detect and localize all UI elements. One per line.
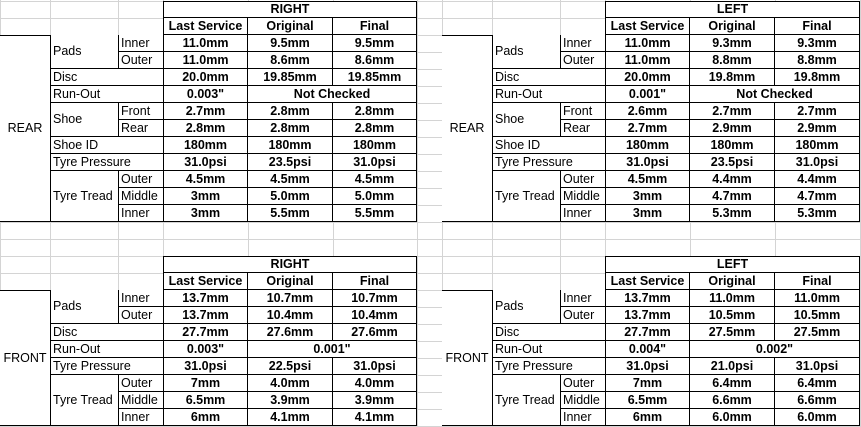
value-cell[interactable]: 2.8mm	[333, 120, 417, 137]
value-cell[interactable]: 180mm	[333, 137, 417, 154]
value-cell[interactable]: 4.1mm	[248, 409, 333, 426]
value-cell[interactable]: 3.9mm	[248, 392, 333, 409]
col-header-last-service[interactable]: Last Service	[605, 18, 690, 35]
row-label-tyre-pressure[interactable]: Tyre Pressure	[50, 154, 163, 171]
side-header[interactable]: LEFT	[605, 256, 860, 273]
value-cell[interactable]: 5.5mm	[333, 205, 417, 222]
col-header-original[interactable]: Original	[690, 273, 775, 290]
sub-label-front[interactable]: Front	[560, 103, 605, 120]
sub-label-middle[interactable]: Middle	[560, 392, 605, 409]
sub-label-middle[interactable]: Middle	[560, 188, 605, 205]
side-header[interactable]: RIGHT	[163, 256, 417, 273]
sub-label-middle[interactable]: Middle	[118, 392, 163, 409]
row-label-pads[interactable]: Pads	[492, 290, 560, 324]
row-label-shoe-id[interactable]: Shoe ID	[50, 137, 163, 154]
value-cell[interactable]: 4.4mm	[775, 171, 860, 188]
sub-label-inner[interactable]: Inner	[560, 290, 605, 307]
value-cell[interactable]: 180mm	[775, 137, 860, 154]
value-cell[interactable]: 19.85mm	[333, 69, 417, 86]
value-cell[interactable]: 11.0mm	[605, 35, 690, 52]
value-cell[interactable]: 27.7mm	[163, 324, 248, 341]
value-cell[interactable]: 19.8mm	[775, 69, 860, 86]
sub-label-outer[interactable]: Outer	[560, 375, 605, 392]
value-cell[interactable]: 9.3mm	[775, 35, 860, 52]
value-cell[interactable]: 31.0psi	[605, 358, 690, 375]
value-cell[interactable]: 11.0mm	[605, 52, 690, 69]
row-label-pads[interactable]: Pads	[50, 290, 118, 324]
value-cell[interactable]: 10.7mm	[333, 290, 417, 307]
value-cell[interactable]: 3mm	[605, 188, 690, 205]
col-header-original[interactable]: Original	[690, 18, 775, 35]
value-cell[interactable]: 10.4mm	[248, 307, 333, 324]
sub-label-inner[interactable]: Inner	[118, 205, 163, 222]
row-label-tyre-pressure[interactable]: Tyre Pressure	[50, 358, 163, 375]
side-header[interactable]: LEFT	[605, 1, 860, 18]
row-label-run-out[interactable]: Run-Out	[50, 341, 163, 358]
value-cell[interactable]: 2.7mm	[690, 103, 775, 120]
value-cell[interactable]: 5.0mm	[248, 188, 333, 205]
value-cell[interactable]: 180mm	[690, 137, 775, 154]
value-cell[interactable]: 5.0mm	[333, 188, 417, 205]
row-label-shoe-id[interactable]: Shoe ID	[492, 137, 605, 154]
value-cell[interactable]: 27.7mm	[605, 324, 690, 341]
sub-label-outer[interactable]: Outer	[560, 171, 605, 188]
value-cell[interactable]: 5.3mm	[690, 205, 775, 222]
value-cell[interactable]: 6.5mm	[163, 392, 248, 409]
section-label[interactable]: FRONT	[0, 290, 50, 426]
col-header-final[interactable]: Final	[333, 18, 417, 35]
value-cell[interactable]: 2.6mm	[605, 103, 690, 120]
value-cell[interactable]: 27.5mm	[775, 324, 860, 341]
value-cell[interactable]: 2.8mm	[163, 120, 248, 137]
sub-label-rear[interactable]: Rear	[118, 120, 163, 137]
value-cell[interactable]: 3mm	[605, 205, 690, 222]
col-header-last-service[interactable]: Last Service	[605, 273, 690, 290]
value-cell[interactable]: 10.7mm	[248, 290, 333, 307]
sub-label-outer[interactable]: Outer	[560, 52, 605, 69]
value-cell[interactable]: 22.5psi	[248, 358, 333, 375]
value-cell[interactable]: 31.0psi	[163, 358, 248, 375]
section-label[interactable]: REAR	[442, 35, 492, 222]
row-label-tyre-tread[interactable]: Tyre Tread	[492, 375, 560, 426]
value-cell[interactable]: 6.6mm	[690, 392, 775, 409]
row-label-run-out[interactable]: Run-Out	[50, 86, 163, 103]
sub-label-inner[interactable]: Inner	[118, 409, 163, 426]
grid-col-line	[417, 0, 418, 426]
value-cell[interactable]: 31.0psi	[605, 154, 690, 171]
row-label-tyre-pressure[interactable]: Tyre Pressure	[492, 154, 605, 171]
sub-label-rear[interactable]: Rear	[560, 120, 605, 137]
value-cell[interactable]: 180mm	[605, 137, 690, 154]
value-cell[interactable]: 9.3mm	[690, 35, 775, 52]
value-cell[interactable]: 6.0mm	[775, 409, 860, 426]
row-label-disc[interactable]: Disc	[50, 69, 163, 86]
value-cell[interactable]: 9.5mm	[248, 35, 333, 52]
col-header-final[interactable]: Final	[775, 18, 860, 35]
value-cell[interactable]: 13.7mm	[605, 307, 690, 324]
value-cell[interactable]: 6.4mm	[690, 375, 775, 392]
value-cell[interactable]: 8.8mm	[775, 52, 860, 69]
value-cell[interactable]: 2.9mm	[690, 120, 775, 137]
sub-label-outer[interactable]: Outer	[118, 171, 163, 188]
value-cell[interactable]: 4.7mm	[690, 188, 775, 205]
value-cell[interactable]: 11.0mm	[163, 35, 248, 52]
value-cell[interactable]: 9.5mm	[333, 35, 417, 52]
value-cell[interactable]: 27.5mm	[690, 324, 775, 341]
sub-label-outer[interactable]: Outer	[118, 307, 163, 324]
value-cell[interactable]: 2.8mm	[248, 120, 333, 137]
value-cell[interactable]: 31.0psi	[333, 358, 417, 375]
value-cell[interactable]: 4.0mm	[248, 375, 333, 392]
value-cell[interactable]: 10.5mm	[775, 307, 860, 324]
value-cell[interactable]: 10.4mm	[333, 307, 417, 324]
sub-label-outer[interactable]: Outer	[118, 375, 163, 392]
value-cell[interactable]: 2.9mm	[775, 120, 860, 137]
value-cell-merged[interactable]: Not Checked	[690, 86, 860, 103]
value-cell[interactable]: 13.7mm	[163, 307, 248, 324]
value-cell-merged[interactable]: 0.001"	[248, 341, 417, 358]
value-cell[interactable]: 5.5mm	[248, 205, 333, 222]
value-cell[interactable]: 13.7mm	[163, 290, 248, 307]
value-cell[interactable]: 11.0mm	[163, 52, 248, 69]
value-cell[interactable]: 31.0psi	[163, 154, 248, 171]
row-label-tyre-tread[interactable]: Tyre Tread	[50, 375, 118, 426]
sub-label-inner[interactable]: Inner	[118, 35, 163, 52]
value-cell[interactable]: 21.0psi	[690, 358, 775, 375]
sub-label-middle[interactable]: Middle	[118, 188, 163, 205]
value-cell[interactable]: 7mm	[163, 375, 248, 392]
value-cell[interactable]: 2.7mm	[163, 103, 248, 120]
value-cell[interactable]: 3mm	[163, 188, 248, 205]
value-cell[interactable]: 7mm	[605, 375, 690, 392]
grid-row-line	[0, 222, 861, 223]
value-cell[interactable]: 20.0mm	[605, 69, 690, 86]
value-cell[interactable]: 180mm	[163, 137, 248, 154]
value-cell[interactable]: 2.8mm	[333, 103, 417, 120]
value-cell[interactable]: 4.0mm	[333, 375, 417, 392]
value-cell[interactable]: 0.004"	[605, 341, 690, 358]
value-cell[interactable]: 23.5psi	[248, 154, 333, 171]
value-cell[interactable]: 5.3mm	[775, 205, 860, 222]
value-cell[interactable]: 31.0psi	[333, 154, 417, 171]
grid-row-line	[0, 239, 861, 240]
value-cell[interactable]: 8.8mm	[690, 52, 775, 69]
sub-label-inner[interactable]: Inner	[560, 409, 605, 426]
value-cell[interactable]: 4.7mm	[775, 188, 860, 205]
value-cell[interactable]: 2.7mm	[775, 103, 860, 120]
col-header-last-service[interactable]: Last Service	[163, 18, 248, 35]
col-header-original[interactable]: Original	[248, 273, 333, 290]
value-cell[interactable]: 31.0psi	[775, 154, 860, 171]
value-cell[interactable]: 0.003"	[163, 341, 248, 358]
value-cell[interactable]: 8.6mm	[248, 52, 333, 69]
col-header-original[interactable]: Original	[248, 18, 333, 35]
row-label-run-out[interactable]: Run-Out	[492, 86, 605, 103]
row-label-shoe[interactable]: Shoe	[50, 103, 118, 137]
sub-label-outer[interactable]: Outer	[560, 307, 605, 324]
sub-label-outer[interactable]: Outer	[118, 52, 163, 69]
value-cell[interactable]: 13.7mm	[605, 290, 690, 307]
value-cell[interactable]: 2.7mm	[605, 120, 690, 137]
row-label-pads[interactable]: Pads	[50, 35, 118, 69]
side-header[interactable]: RIGHT	[163, 1, 417, 18]
value-cell[interactable]: 3mm	[163, 205, 248, 222]
row-label-disc[interactable]: Disc	[50, 324, 163, 341]
row-label-tyre-tread[interactable]: Tyre Tread	[50, 171, 118, 222]
sub-label-inner[interactable]: Inner	[118, 290, 163, 307]
value-cell[interactable]: 23.5psi	[690, 154, 775, 171]
sub-label-inner[interactable]: Inner	[560, 35, 605, 52]
col-header-last-service[interactable]: Last Service	[163, 273, 248, 290]
value-cell[interactable]: 19.8mm	[690, 69, 775, 86]
value-cell[interactable]: 0.003"	[163, 86, 248, 103]
value-cell[interactable]: 11.0mm	[775, 290, 860, 307]
col-header-final[interactable]: Final	[775, 273, 860, 290]
value-cell[interactable]: 4.5mm	[248, 171, 333, 188]
value-cell[interactable]: 0.001"	[605, 86, 690, 103]
value-cell[interactable]: 4.5mm	[333, 171, 417, 188]
value-cell[interactable]: 6.0mm	[690, 409, 775, 426]
value-cell[interactable]: 27.6mm	[333, 324, 417, 341]
value-cell[interactable]: 10.5mm	[690, 307, 775, 324]
value-cell[interactable]: 8.6mm	[333, 52, 417, 69]
value-cell[interactable]: 6.4mm	[775, 375, 860, 392]
value-cell[interactable]: 4.5mm	[605, 171, 690, 188]
row-label-shoe[interactable]: Shoe	[492, 103, 560, 137]
row-label-run-out[interactable]: Run-Out	[492, 341, 605, 358]
value-cell[interactable]: 6mm	[163, 409, 248, 426]
value-cell-merged[interactable]: Not Checked	[248, 86, 417, 103]
row-label-tyre-pressure[interactable]: Tyre Pressure	[492, 358, 605, 375]
value-cell-merged[interactable]: 0.002"	[690, 341, 860, 358]
value-cell[interactable]: 31.0psi	[775, 358, 860, 375]
section-label[interactable]: REAR	[0, 35, 50, 222]
value-cell[interactable]: 3.9mm	[333, 392, 417, 409]
value-cell[interactable]: 19.85mm	[248, 69, 333, 86]
sub-label-inner[interactable]: Inner	[560, 205, 605, 222]
value-cell[interactable]: 180mm	[248, 137, 333, 154]
value-cell[interactable]: 11.0mm	[690, 290, 775, 307]
value-cell[interactable]: 6.6mm	[775, 392, 860, 409]
row-label-disc[interactable]: Disc	[492, 69, 605, 86]
value-cell[interactable]: 27.6mm	[248, 324, 333, 341]
row-label-disc[interactable]: Disc	[492, 324, 605, 341]
value-cell[interactable]: 2.8mm	[248, 103, 333, 120]
value-cell[interactable]: 6mm	[605, 409, 690, 426]
section-label[interactable]: FRONT	[442, 290, 492, 426]
col-header-final[interactable]: Final	[333, 273, 417, 290]
value-cell[interactable]: 4.1mm	[333, 409, 417, 426]
value-cell[interactable]: 4.5mm	[163, 171, 248, 188]
value-cell[interactable]: 4.4mm	[690, 171, 775, 188]
value-cell[interactable]: 6.5mm	[605, 392, 690, 409]
row-label-pads[interactable]: Pads	[492, 35, 560, 69]
sub-label-front[interactable]: Front	[118, 103, 163, 120]
row-label-tyre-tread[interactable]: Tyre Tread	[492, 171, 560, 222]
value-cell[interactable]: 20.0mm	[163, 69, 248, 86]
